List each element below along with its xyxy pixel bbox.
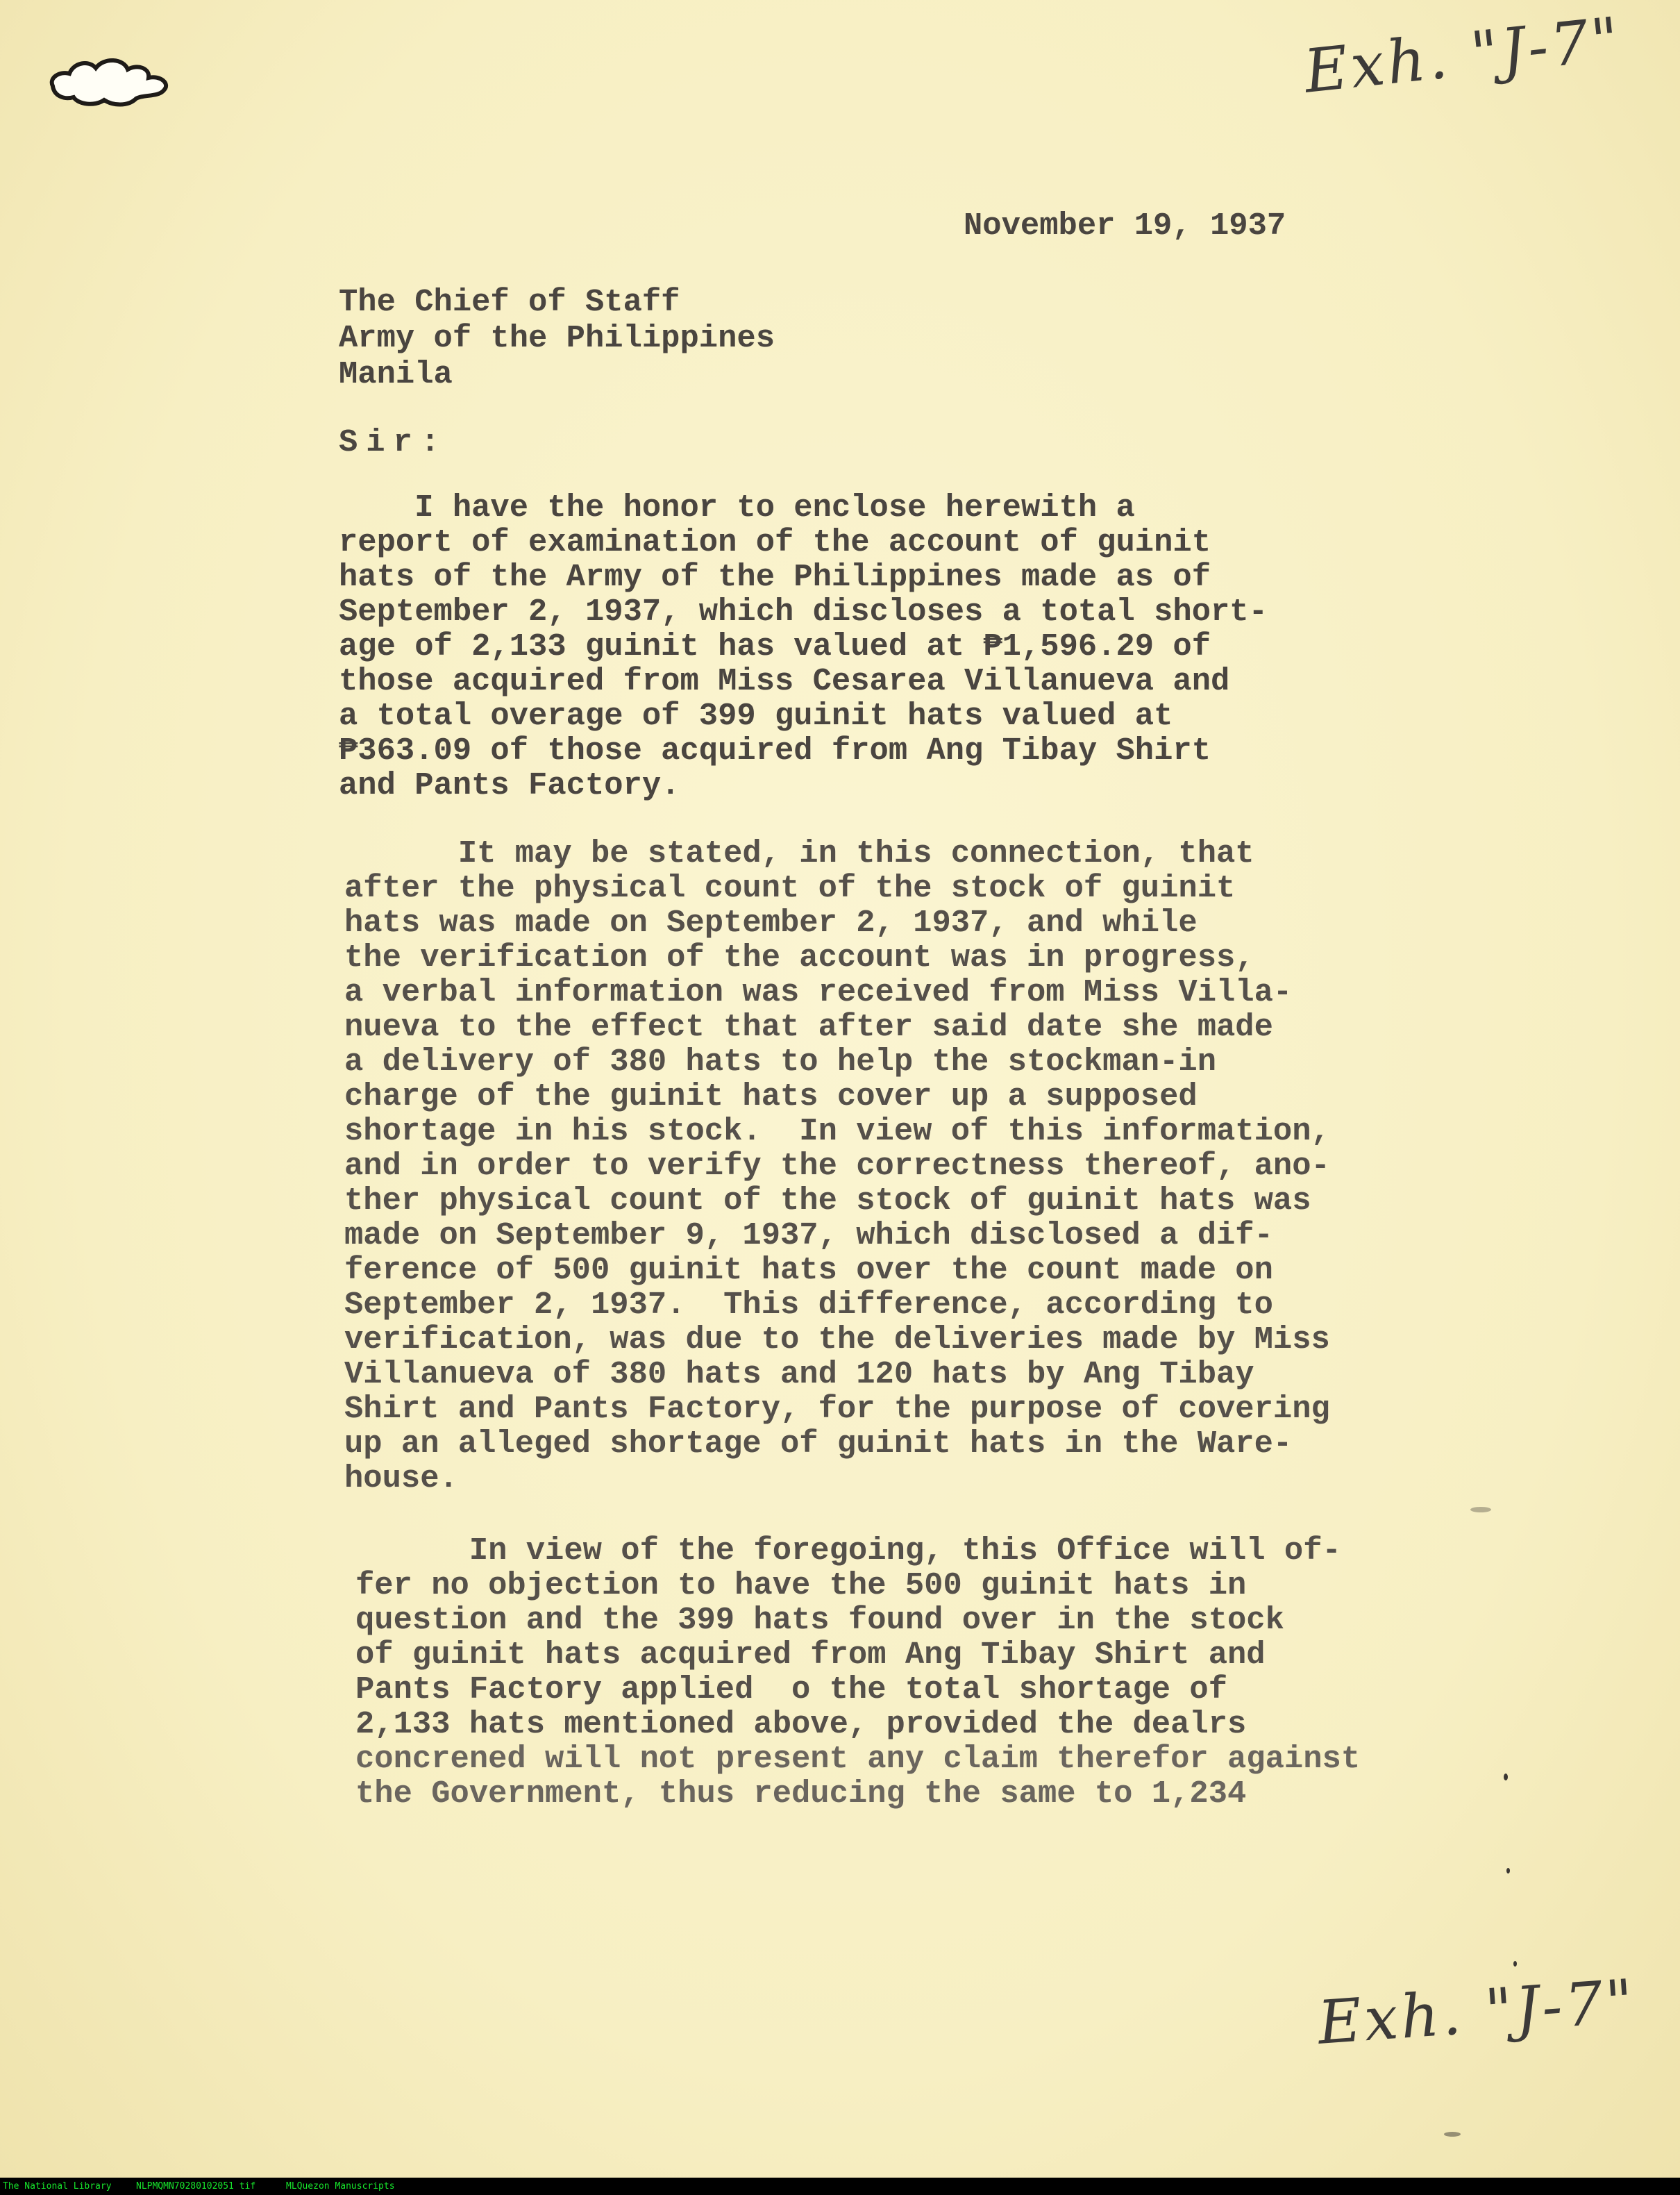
text-line: ₱363.09 of those acquired from Ang Tibay Shirt [339,733,1211,769]
text-line: and Pants Factory. [339,767,680,803]
paragraph-1 [339,490,1268,803]
address-line-2: Army of the Philippines [339,320,775,356]
text-line: Shirt and Pants Factory, for the purpose of covering [344,1391,1330,1427]
text-line: verification, was due to the deliveries made by Miss [344,1321,1330,1358]
text-line: ther physical count of the stock of guinit hats was [344,1183,1311,1219]
address-line-1: The Chief of Staff [339,284,680,320]
text-line: those acquired from Miss Cesarea Villanueva and [339,663,1230,699]
paper-speck [1506,1868,1510,1873]
text-line: 2,133 hats mentioned above, provided the dealrs [355,1706,1247,1742]
text-line: the Government, thus reducing the same to 1,234 [355,1776,1247,1812]
scan-footer-bar [0,2178,1680,2195]
text-line: hats was made on September 2, 1937, and while [344,905,1198,941]
text-line: house. [344,1460,458,1496]
letter-date: November 19, 1937 [964,208,1286,244]
paragraph-2 [344,836,1330,1496]
text-line: concrened will not present any claim therefor against [355,1741,1361,1777]
text-line: a verbal information was received from Miss Villa- [344,974,1293,1010]
text-line: ference of 500 guinit hats over the count made on [344,1252,1273,1288]
text-line: Villanueva of 380 hats and 120 hats by Ang Tibay [344,1356,1254,1392]
exhibit-annotation-bottom: Exh. "J-7" [1316,1967,1638,2058]
text-line: a total overage of 399 guinit hats valued at [339,698,1173,734]
text-line: and in order to verify the correctness thereof, ano- [344,1148,1330,1184]
text-line: It may be stated, in this connection, that [344,835,1254,871]
text-line: fer no objection to have the 500 guinit hats in [355,1567,1247,1603]
paper-speck [1513,1961,1517,1967]
text-line: September 2, 1937, which discloses a total short- [339,594,1268,630]
text-line: nueva to the effect that after said date she made [344,1009,1273,1045]
text-line: age of 2,133 guinit has valued at ₱1,596.29 of [339,628,1211,665]
footer-file: NLPMQMN70280102051 tif [136,2181,256,2192]
text-line: made on September 9, 1937, which disclosed a dif- [344,1217,1273,1253]
text-line: up an alleged shortage of guinit hats in the Ware- [344,1426,1293,1462]
text-line: the verification of the account was in progress, [344,940,1254,976]
text-line: charge of the guinit hats cover up a supposed [344,1078,1198,1115]
paper-speck [1444,2132,1461,2137]
text-line: I have the honor to enclose herewith a [339,490,1135,526]
text-line: shortage in his stock. In view of this information, [344,1113,1330,1149]
exhibit-annotation-top: Exh. "J-7" [1301,4,1625,107]
address-line-3: Manila [339,356,453,392]
text-line: of guinit hats acquired from Ang Tibay Shirt and [355,1637,1266,1673]
text-line: Pants Factory applied o the total shortage of [355,1671,1228,1708]
text-line: In view of the foregoing, this Office will of- [355,1533,1341,1569]
footer-library: The National Library [3,2181,112,2192]
text-line: question and the 399 hats found over in the stock [355,1602,1284,1638]
text-line: after the physical count of the stock of guinit [344,870,1236,906]
paper-tear-mark [46,50,178,112]
paragraph-3 [355,1533,1360,1811]
text-line: hats of the Army of the Philippines made as of [339,559,1211,595]
text-line: report of examination of the account of guinit [339,524,1211,560]
text-line: September 2, 1937. This difference, according to [344,1287,1273,1323]
paper-speck [1470,1507,1491,1512]
text-line: a delivery of 380 hats to help the stockman-in [344,1044,1217,1080]
salutation: Sir: [339,424,448,460]
paper-speck [1504,1773,1508,1780]
footer-collection: MLQuezon Manuscripts [286,2181,395,2192]
